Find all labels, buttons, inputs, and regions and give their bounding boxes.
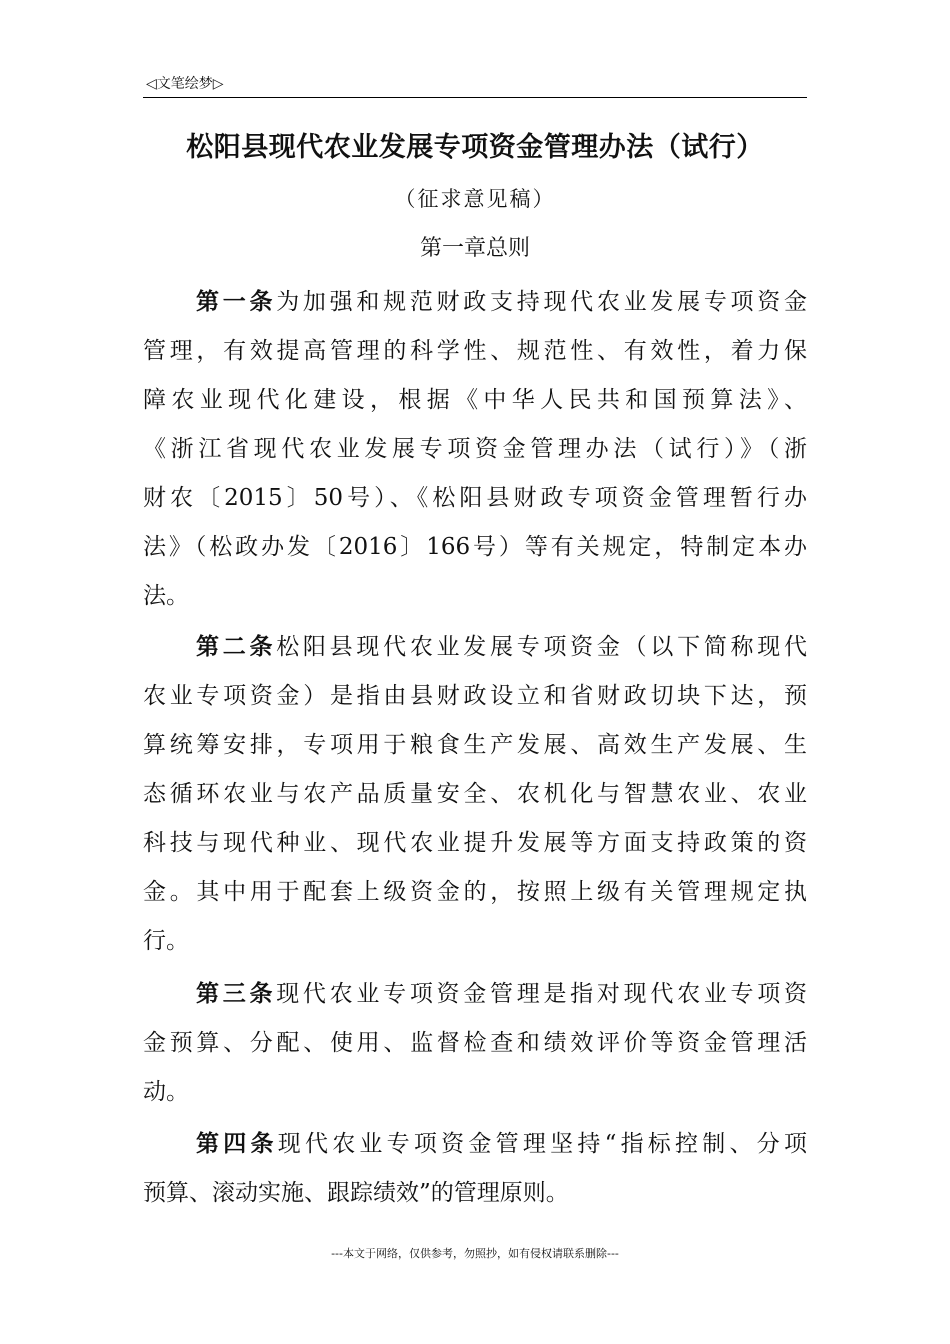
article-line: 法。 xyxy=(143,583,189,609)
article-line: 金。其中用于配套上级资金的，按照上级有关管理规定执 xyxy=(143,879,807,905)
article-line: 算统筹安排，专项用于粮食生产发展、高效生产发展、生 xyxy=(143,732,807,758)
article-line: 预算、滚动实施、跟踪绩效”的管理原则。 xyxy=(143,1180,569,1206)
header-rule xyxy=(143,97,807,98)
article-line: 管理，有效提高管理的科学性、规范性、有效性，着力保 xyxy=(143,338,807,364)
article-label: 第四条 xyxy=(196,1131,278,1157)
article-label: 第一条 xyxy=(196,289,277,315)
chapter-heading: 第一章总则 xyxy=(419,236,530,261)
article-line: 障农业现代化建设，根据《中华人民共和国预算法》、 xyxy=(143,387,807,413)
header-text: ◁文笔绘梦▷ xyxy=(146,76,224,92)
document-subtitle: （征求意见稿） xyxy=(394,187,556,211)
article-label: 第二条 xyxy=(196,634,277,660)
article-text: 现代农业专项资金管理是指对现代农业专项资 xyxy=(276,981,808,1007)
article-line: 金预算、分配、使用、监督检查和绩效评价等资金管理活 xyxy=(143,1030,807,1056)
article-line xyxy=(196,277,807,327)
document-title: 松阳县现代农业发展专项资金管理办法（试行） xyxy=(186,132,764,163)
article-text: 为加强和规范财政支持现代农业发展专项资金 xyxy=(276,289,808,315)
article-line: 科技与现代种业、现代农业提升发展等方面支持政策的资 xyxy=(143,830,807,856)
article-line: 动。 xyxy=(143,1079,189,1105)
article-line: 态循环农业与农产品质量安全、农机化与智慧农业、农业 xyxy=(143,781,807,807)
article-line: 法》（松政办发〔2016〕166号）等有关规定，特制定本办 xyxy=(143,534,807,560)
article-line: 农业专项资金）是指由县财政设立和省财政切块下达，预 xyxy=(143,683,807,709)
article-line xyxy=(196,622,807,672)
article-text: 现代农业专项资金管理坚持“指标控制、分项 xyxy=(277,1131,807,1157)
footer-disclaimer: ---本文于网络，仅供参考，勿照抄，如有侵权请联系删除--- xyxy=(331,1247,619,1260)
article-text: 松阳县现代农业发展专项资金（以下简称现代 xyxy=(276,634,808,660)
article-line: 财农〔2015〕50号）、《松阳县财政专项资金管理暂行办 xyxy=(143,485,807,511)
article-label: 第三条 xyxy=(196,981,277,1007)
article-line: 行。 xyxy=(143,928,189,954)
article-line xyxy=(196,1119,807,1169)
article-line: 《浙江省现代农业发展专项资金管理办法（试行）》（浙 xyxy=(143,436,807,462)
article-line xyxy=(196,969,807,1019)
